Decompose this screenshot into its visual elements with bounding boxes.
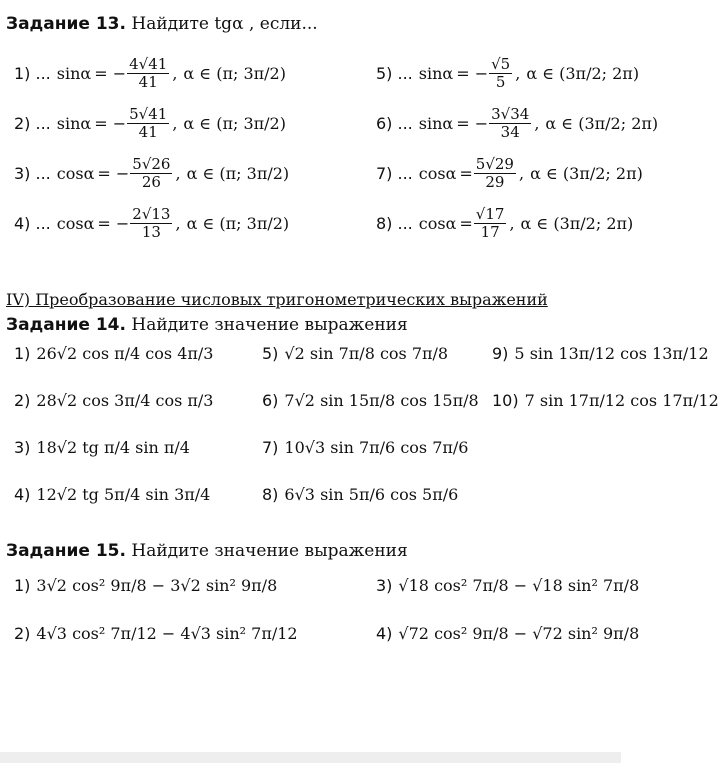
- fraction-denominator: 34: [500, 123, 520, 141]
- sign: = −: [97, 163, 130, 183]
- fraction-numerator: 5√26: [132, 155, 171, 173]
- expression: 10√3 sin 7π/6 cos 7π/6: [284, 438, 469, 457]
- fraction-numerator: √5: [491, 55, 511, 73]
- sign: = −: [456, 63, 489, 83]
- task15-item: [376, 624, 639, 644]
- angle-range: α ∈ (3π/2; 2π): [530, 163, 643, 183]
- fraction-denominator: 29: [485, 173, 505, 191]
- expression: 3√2 cos² 9π/8 − 3√2 sin² 9π/8: [36, 576, 278, 595]
- fraction-numerator: 5√41: [129, 105, 168, 123]
- fraction-denominator: 13: [141, 223, 161, 241]
- fraction: [474, 206, 507, 241]
- task15-label: Задание 15.: [6, 541, 126, 561]
- task13-item: [376, 156, 643, 191]
- separator: ,: [509, 213, 515, 233]
- fraction-numerator: 3√34: [491, 105, 530, 123]
- task14-item: [262, 485, 458, 505]
- fraction: [474, 156, 516, 191]
- task14-item: [262, 391, 479, 411]
- function: sinα: [56, 113, 92, 133]
- bottom-scroll-strip: [0, 752, 621, 763]
- task13-item: [14, 106, 286, 141]
- sign: =: [459, 213, 473, 233]
- expression: 18√2 tg π/4 sin π/4: [36, 438, 190, 457]
- separator: ,: [172, 113, 178, 133]
- fraction-numerator: 2√13: [132, 205, 171, 223]
- expression: 5 sin 13π/12 cos 13π/12: [514, 344, 709, 363]
- function: cosα: [56, 163, 95, 183]
- item-number: 6): [262, 391, 279, 410]
- item-number: 6) ...: [376, 113, 413, 133]
- expression: √72 cos² 9π/8 − √72 sin² 9π/8: [398, 624, 640, 643]
- separator: ,: [515, 63, 521, 83]
- item-number: 2): [14, 624, 31, 643]
- item-number: 4): [376, 624, 393, 643]
- task14-item: [14, 344, 213, 364]
- angle-range: α ∈ (3π/2; 2π): [545, 113, 659, 133]
- expression: 7√2 sin 15π/8 cos 15π/8: [284, 391, 479, 410]
- expression: √2 sin 7π/8 cos 7π/8: [284, 344, 449, 363]
- item-number: 3) ...: [14, 163, 51, 183]
- item-number: 4) ...: [14, 213, 51, 233]
- expression: 6√3 sin 5π/6 cos 5π/6: [284, 485, 459, 504]
- fraction: [130, 156, 172, 191]
- task13-item: [14, 156, 289, 191]
- fraction-numerator: √17: [475, 205, 505, 223]
- function: cosα: [418, 163, 457, 183]
- task15-instruction: Найдите значение выражения: [131, 541, 408, 561]
- item-number: 5): [262, 344, 279, 363]
- fraction-numerator: 4√41: [129, 55, 168, 73]
- separator: ,: [172, 63, 178, 83]
- angle-range: α ∈ (π; 3π/2): [183, 113, 286, 133]
- angle-range: α ∈ (π; 3π/2): [186, 213, 290, 233]
- separator: ,: [518, 163, 525, 183]
- fraction-denominator: 26: [141, 173, 161, 191]
- task13-instruction: Найдите tgα , если...: [131, 14, 318, 34]
- task15-item: [14, 576, 277, 596]
- task13-item: [376, 106, 658, 141]
- task14-item: [14, 485, 210, 505]
- fraction-denominator: 17: [480, 223, 500, 241]
- task14-item: [262, 438, 468, 458]
- item-number: 7) ...: [376, 163, 413, 183]
- item-number: 1) ...: [14, 63, 51, 83]
- task14-item: [492, 391, 719, 411]
- function: sinα: [418, 113, 454, 133]
- angle-range: α ∈ (π; 3π/2): [186, 163, 290, 183]
- item-number: 10): [492, 391, 519, 410]
- function: sinα: [418, 63, 454, 83]
- task13-heading: [6, 14, 318, 34]
- separator: ,: [175, 163, 181, 183]
- angle-range: α ∈ (π; 3π/2): [183, 63, 286, 83]
- expression: 28√2 cos 3π/4 cos π/3: [36, 391, 214, 410]
- fraction: [130, 206, 172, 241]
- item-number: 1): [14, 576, 31, 595]
- function: cosα: [418, 213, 457, 233]
- sign: = −: [94, 113, 127, 133]
- function: sinα: [56, 63, 92, 83]
- item-number: 8): [262, 485, 279, 504]
- fraction: [127, 56, 169, 91]
- separator: ,: [175, 213, 181, 233]
- sign: = −: [97, 213, 130, 233]
- task14-item: [14, 391, 213, 411]
- expression: √18 cos² 7π/8 − √18 sin² 7π/8: [398, 576, 640, 595]
- sign: = −: [94, 63, 127, 83]
- task14-label: Задание 14.: [6, 315, 126, 335]
- task14-item: [14, 438, 190, 458]
- fraction: [489, 56, 512, 91]
- item-number: 1): [14, 344, 31, 363]
- fraction-numerator: 5√29: [475, 155, 514, 173]
- section-title: IV) Преобразование числовых тригонометрических выражений: [6, 290, 548, 309]
- task15-item: [14, 624, 298, 644]
- fraction: [127, 106, 169, 141]
- item-number: 2): [14, 391, 31, 410]
- item-number: 4): [14, 485, 31, 504]
- separator: ,: [534, 113, 540, 133]
- angle-range: α ∈ (3π/2; 2π): [520, 213, 634, 233]
- task13-item: [14, 56, 286, 91]
- task15-item: [376, 576, 639, 596]
- expression: 26√2 cos π/4 cos 4π/3: [36, 344, 214, 363]
- fraction: [489, 106, 531, 141]
- task14-heading: [6, 315, 408, 335]
- item-number: 2) ...: [14, 113, 51, 133]
- item-number: 3): [14, 438, 31, 457]
- expression: 4√3 cos² 7π/12 − 4√3 sin² 7π/12: [36, 624, 298, 643]
- sign: =: [459, 163, 473, 183]
- fraction-denominator: 41: [138, 73, 158, 91]
- task13-item: [376, 56, 639, 91]
- expression: 12√2 tg 5π/4 sin 3π/4: [36, 485, 211, 504]
- task13-label: Задание 13.: [6, 14, 126, 34]
- task14-instruction: Найдите значение выражения: [131, 315, 408, 335]
- fraction-denominator: 41: [138, 123, 158, 141]
- item-number: 9): [492, 344, 509, 363]
- item-number: 8) ...: [376, 213, 413, 233]
- item-number: 5) ...: [376, 63, 413, 83]
- sign: = −: [456, 113, 489, 133]
- task13-item: [14, 206, 289, 241]
- task14-item: [492, 344, 709, 364]
- function: cosα: [56, 213, 95, 233]
- item-number: 7): [262, 438, 279, 457]
- expression: 7 sin 17π/12 cos 17π/12: [524, 391, 719, 410]
- fraction-denominator: 5: [495, 73, 506, 91]
- task15-heading: [6, 541, 408, 561]
- angle-range: α ∈ (3π/2; 2π): [526, 63, 640, 83]
- item-number: 3): [376, 576, 393, 595]
- task14-item: [262, 344, 448, 364]
- task13-item: [376, 206, 633, 241]
